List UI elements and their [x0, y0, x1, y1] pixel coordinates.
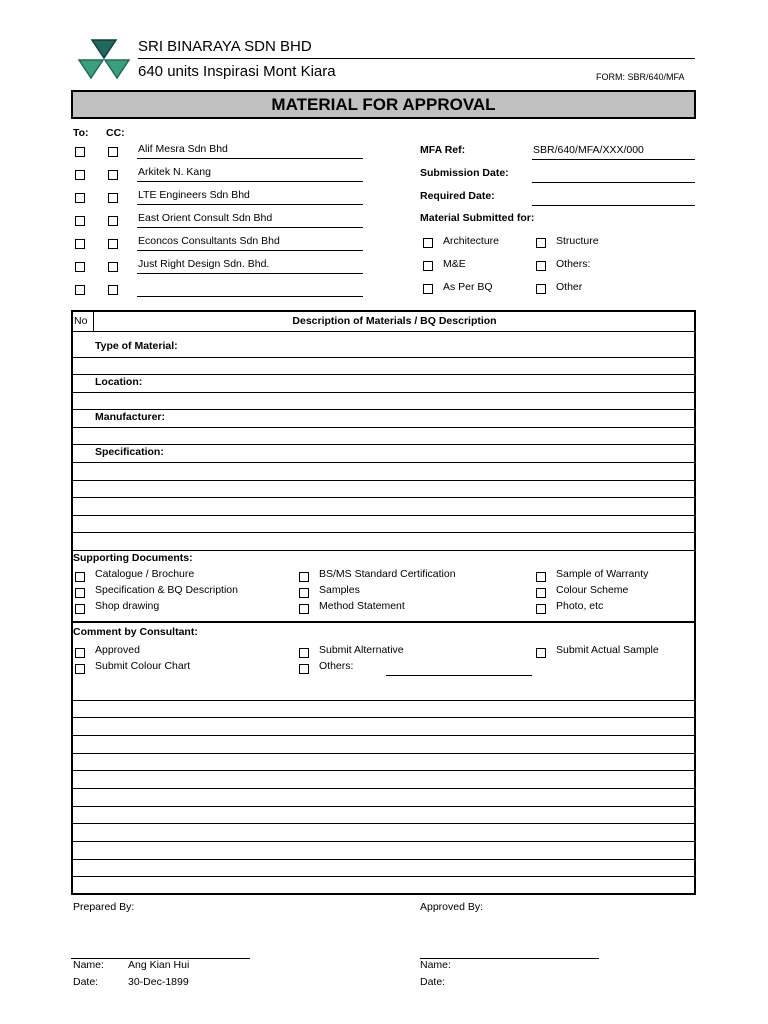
colour-scheme-checkbox[interactable]	[536, 588, 546, 598]
submit-actual-sample-checkbox[interactable]	[536, 648, 546, 658]
recipient-name: Just Right Design Sdn. Bhd.	[138, 258, 270, 270]
spec-bq-label: Specification & BQ Description	[95, 584, 238, 596]
table-row-line	[72, 621, 695, 623]
page-title: MATERIAL FOR APPROVAL	[271, 95, 496, 114]
me-label: M&E	[443, 258, 466, 270]
comment-others-checkbox[interactable]	[299, 664, 309, 674]
to-checkbox[interactable]	[75, 285, 85, 295]
table-row-line	[72, 770, 695, 771]
col-no-header: No	[74, 315, 88, 327]
project-name: 640 units Inspirasi Mont Kiara	[138, 63, 336, 80]
specification-label: Specification:	[95, 446, 164, 458]
photo-checkbox[interactable]	[536, 604, 546, 614]
prepared-by-label: Prepared By:	[73, 901, 135, 913]
cc-checkbox[interactable]	[108, 239, 118, 249]
cc-checkbox[interactable]	[108, 285, 118, 295]
table-row-line	[72, 462, 695, 463]
cc-label: CC:	[106, 127, 125, 139]
cc-checkbox[interactable]	[108, 262, 118, 272]
to-checkbox[interactable]	[75, 193, 85, 203]
samples-checkbox[interactable]	[299, 588, 309, 598]
table-row-line	[72, 788, 695, 789]
architecture-checkbox[interactable]	[423, 238, 433, 248]
submit-actual-sample-label: Submit Actual Sample	[556, 644, 659, 656]
samples-label: Samples	[319, 584, 360, 596]
col-desc-header: Description of Materials / BQ Description	[292, 315, 497, 327]
required-date-underline	[532, 205, 695, 206]
table-row-line	[72, 806, 695, 807]
location-label: Location:	[95, 376, 143, 388]
mfa-ref-value: SBR/640/MFA/XXX/000	[533, 144, 644, 156]
prepared-date-value: 30-Dec-1899	[128, 976, 189, 988]
sample-warranty-checkbox[interactable]	[536, 572, 546, 582]
method-statement-checkbox[interactable]	[299, 604, 309, 614]
form-code: FORM: SBR/640/MFA	[596, 72, 685, 82]
submitted-for-label: Material Submitted for:	[420, 212, 535, 224]
recipient-underline	[137, 227, 363, 228]
submission-date-underline	[532, 182, 695, 183]
to-checkbox[interactable]	[75, 216, 85, 226]
table-row-line	[72, 515, 695, 516]
table-row-line	[72, 550, 695, 551]
table-row-line	[72, 532, 695, 533]
table-row-line	[72, 497, 695, 498]
recipient-name: Arkitek N. Kang	[138, 166, 211, 178]
spec-bq-checkbox[interactable]	[75, 588, 85, 598]
manufacturer-label: Manufacturer:	[95, 411, 166, 423]
submit-alternative-checkbox[interactable]	[299, 648, 309, 658]
to-checkbox[interactable]	[75, 147, 85, 157]
shop-drawing-checkbox[interactable]	[75, 604, 85, 614]
table-row-line	[72, 859, 695, 860]
bs-ms-cert-label: BS/MS Standard Certification	[319, 568, 456, 580]
structure-label: Structure	[556, 235, 599, 247]
prepared-date-label: Date:	[73, 976, 99, 988]
comment-others-label: Others:	[319, 660, 354, 672]
cc-checkbox[interactable]	[108, 193, 118, 203]
supporting-documents-label: Supporting Documents:	[73, 552, 193, 564]
table-row-line	[72, 823, 695, 824]
mfa-ref-label: MFA Ref:	[420, 144, 466, 156]
recipient-name: East Orient Consult Sdn Bhd	[138, 212, 273, 224]
prepared-name-label: Name:	[73, 959, 104, 971]
other-checkbox[interactable]	[536, 284, 546, 294]
to-label: To:	[73, 127, 89, 139]
colour-scheme-label: Colour Scheme	[556, 584, 629, 596]
table-row-line	[72, 735, 695, 736]
table-row-line	[72, 480, 695, 481]
cc-checkbox[interactable]	[108, 216, 118, 226]
prepared-name-value: Ang Kian Hui	[128, 959, 190, 971]
table-row-line	[72, 841, 695, 842]
other-label: Other	[556, 281, 583, 293]
recipient-underline	[137, 296, 363, 297]
approved-by-label: Approved By:	[420, 901, 484, 913]
bs-ms-cert-checkbox[interactable]	[299, 572, 309, 582]
catalogue-checkbox[interactable]	[75, 572, 85, 582]
table-row-line	[72, 427, 695, 428]
required-date-label: Required Date:	[420, 190, 495, 202]
recipient-underline	[137, 204, 363, 205]
recipient-underline	[137, 250, 363, 251]
header-rule	[138, 58, 695, 59]
to-checkbox[interactable]	[75, 170, 85, 180]
others-checkbox[interactable]	[536, 261, 546, 271]
to-checkbox[interactable]	[75, 239, 85, 249]
company-logo	[76, 38, 132, 80]
structure-checkbox[interactable]	[536, 238, 546, 248]
table-row-line	[72, 717, 695, 718]
submit-colour-chart-label: Submit Colour Chart	[95, 660, 191, 672]
cc-checkbox[interactable]	[108, 147, 118, 157]
me-checkbox[interactable]	[423, 261, 433, 271]
recipient-name: LTE Engineers Sdn Bhd	[138, 189, 250, 201]
sample-warranty-label: Sample of Warranty	[556, 568, 649, 580]
recipient-underline	[137, 273, 363, 274]
catalogue-label: Catalogue / Brochure	[95, 568, 195, 580]
table-row-line	[72, 392, 695, 393]
company-name: SRI BINARAYA SDN BHD	[138, 38, 312, 55]
architecture-label: Architecture	[443, 235, 500, 247]
submission-date-label: Submission Date:	[420, 167, 509, 179]
type-of-material-label: Type of Material:	[95, 340, 178, 352]
mfa-ref-underline	[532, 159, 695, 160]
approved-name-label: Name:	[420, 959, 451, 971]
method-statement-label: Method Statement	[319, 600, 405, 612]
table-row-line	[72, 753, 695, 754]
approved-date-label: Date:	[420, 976, 446, 988]
table-row-line	[72, 374, 695, 375]
to-checkbox[interactable]	[75, 262, 85, 272]
table-row-line	[72, 444, 695, 445]
table-row-line	[72, 357, 695, 358]
approved-label: Approved	[95, 644, 140, 656]
photo-label: Photo, etc	[556, 600, 604, 612]
table-row-line	[72, 409, 695, 410]
submit-alternative-label: Submit Alternative	[319, 644, 404, 656]
submit-colour-chart-checkbox[interactable]	[75, 664, 85, 674]
recipient-underline	[137, 181, 363, 182]
shop-drawing-label: Shop drawing	[95, 600, 160, 612]
approved-checkbox[interactable]	[75, 648, 85, 658]
recipient-underline	[137, 158, 363, 159]
comment-label: Comment by Consultant:	[73, 626, 198, 638]
comment-others-underline	[386, 675, 532, 676]
table-row-line	[72, 876, 695, 877]
others-label: Others:	[556, 258, 591, 270]
recipient-name: Econcos Consultants Sdn Bhd	[138, 235, 280, 247]
cc-checkbox[interactable]	[108, 170, 118, 180]
as-per-bq-checkbox[interactable]	[423, 284, 433, 294]
table-row-line	[72, 331, 695, 332]
table-row-line	[72, 700, 695, 701]
as-per-bq-label: As Per BQ	[443, 281, 493, 293]
recipient-name: Alif Mesra Sdn Bhd	[138, 143, 228, 155]
